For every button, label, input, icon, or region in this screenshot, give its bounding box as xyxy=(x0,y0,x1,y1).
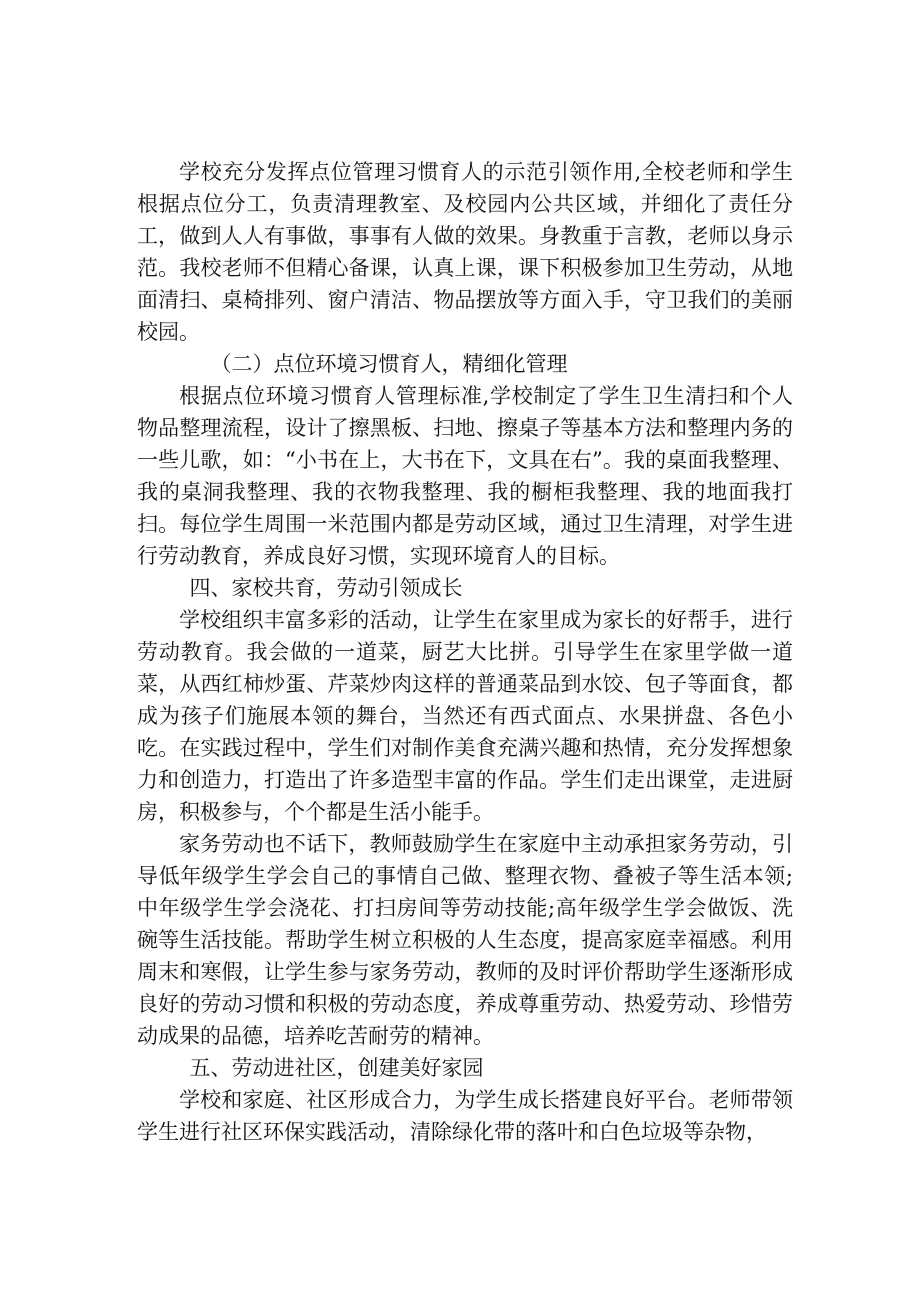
section-heading-environment: （二）点位环境习惯育人，精细化管理 xyxy=(210,352,568,376)
paragraph-housework: 家务劳动也不话下，教师鼓励学生在家庭中主动承担家务劳动，引导低年级学生学会自己的事情自己做、整理衣物、叠被子等生活本领;中年级学生学会浇花、打扫房间等劳动技能;高年级学生学会做饭、洗碗等生活技能。帮助学生树立积极的人生态度，提高家庭幸福感。利用周末和寒假，让学生参与家务劳动，教师的及时评价帮助学生逐渐形成良好的劳动习惯和积极的劳动态度，养成尊重劳动、热爱劳动、珍惜劳动成果的品德，培养吃苦耐劳的精神。 xyxy=(137,832,793,1048)
paragraph-environment-standards: 根据点位环境习惯育人管理标准,学校制定了学生卫生清扫和个人物品整理流程，设计了擦黑板、扫地、擦桌子等基本方法和整理内务的一些儿歌，如：“小书在上，大书在下，文具在右”。我的桌面我整理、我的桌洞我整理、我的衣物我整理、我的橱柜我整理、我的地面我打扫。每位学生周围一米范围内都是劳动区域，通过卫生清理，对学生进行劳动教育，养成良好习惯，实现环境育人的目标。 xyxy=(137,384,793,568)
paragraph-community-practice: 学校和家庭、社区形成合力，为学生成长搭建良好平台。老师带领学生进行社区环保实践活动，清除绿化带的落叶和白色垃圾等杂物， xyxy=(137,1088,793,1144)
paragraph-cooking-activity: 学校组织丰富多彩的活动，让学生在家里成为家长的好帮手，进行劳动教育。我会做的一道菜，厨艺大比拼。引导学生在家里学做一道菜，从西红柿炒蛋、芹菜炒肉这样的普通菜品到水饺、包子等面食，都成为孩子们施展本领的舞台，当然还有西式面点、水果拼盘、各色小吃。在实践过程中，学生们对制作美食充满兴趣和热情，充分发挥想象力和创造力，打造出了许多造型丰富的作品。学生们走出课堂，走进厨房，积极参与，个个都是生活小能手。 xyxy=(137,608,793,824)
section-heading-home-school: 四、家校共育，劳动引领成长 xyxy=(189,576,463,600)
paragraph-teacher-example: 学校充分发挥点位管理习惯育人的示范引领作用,全校老师和学生根据点位分工，负责清理教室、及校园内公共区域，并细化了责任分工，做到人人有事做，事事有人做的效果。身教重于言教，老师以身示范。我校老师不但精心备课，认真上课，课下积极参加卫生劳动，从地面清扫、桌椅排列、窗户清洁、物品摆放等方面入手，守卫我们的美丽校园。 xyxy=(137,160,793,344)
section-heading-community: 五、劳动进社区，创建美好家园 xyxy=(189,1056,484,1080)
document-body xyxy=(137,156,793,1148)
